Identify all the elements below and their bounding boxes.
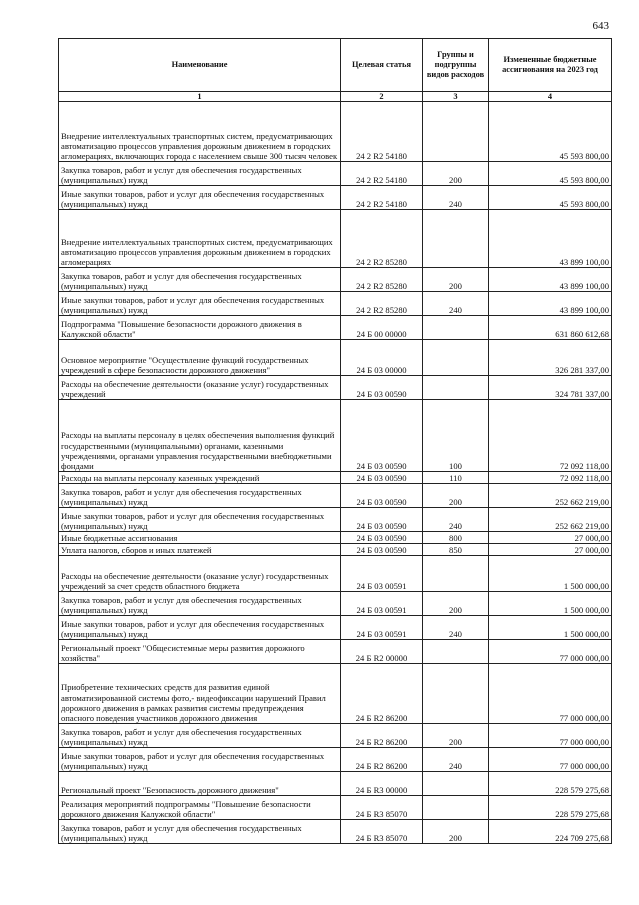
row-code-cell: 24 2 R2 54180 — [341, 162, 423, 186]
row-code-cell: 24 Б R2 86200 — [341, 664, 423, 724]
row-name-cell: Основное мероприятие "Осуществление функций государственных учреждений в сфере безопасности дорожного движения" — [59, 340, 341, 376]
row-group-cell: 200 — [423, 162, 489, 186]
table-row — [59, 162, 612, 186]
row-name-cell: Закупка товаров, работ и услуг для обеспечения государственных (муниципальных) нужд — [59, 268, 341, 292]
column-number: 2 — [341, 92, 423, 102]
row-code-cell: 24 2 R2 85280 — [341, 268, 423, 292]
table-row — [59, 484, 612, 508]
table-row — [59, 616, 612, 640]
row-group-cell: 200 — [423, 724, 489, 748]
row-group-cell: 110 — [423, 472, 489, 484]
row-group-cell: 240 — [423, 616, 489, 640]
header-name: Наименование — [59, 39, 341, 92]
table-row — [59, 724, 612, 748]
table-row — [59, 772, 612, 796]
table-row — [59, 268, 612, 292]
table-row — [59, 640, 612, 664]
row-name-cell: Реализация мероприятий подпрограммы "Повышение безопасности дорожного движения Калужской области" — [59, 796, 341, 820]
row-name-cell: Иные закупки товаров, работ и услуг для обеспечения государственных (муниципальных) нужд — [59, 292, 341, 316]
row-amount-cell: 43 899 100,00 — [489, 268, 612, 292]
row-code-cell: 24 Б 03 00590 — [341, 532, 423, 544]
row-group-cell: 240 — [423, 292, 489, 316]
row-amount-cell: 1 500 000,00 — [489, 592, 612, 616]
table-row — [59, 102, 612, 162]
row-amount-cell: 324 781 337,00 — [489, 376, 612, 400]
row-name-cell: Иные закупки товаров, работ и услуг для обеспечения государственных (муниципальных) нужд — [59, 508, 341, 532]
row-name-cell: Региональный проект "Общесистемные меры развития дорожного хозяйства" — [59, 640, 341, 664]
row-name-cell: Закупка товаров, работ и услуг для обеспечения государственных (муниципальных) нужд — [59, 484, 341, 508]
row-code-cell: 24 Б 03 00590 — [341, 544, 423, 556]
table-row — [59, 186, 612, 210]
row-code-cell: 24 2 R2 85280 — [341, 292, 423, 316]
row-code-cell: 24 Б 03 00590 — [341, 472, 423, 484]
row-name-cell: Закупка товаров, работ и услуг для обеспечения государственных (муниципальных) нужд — [59, 724, 341, 748]
row-group-cell: 200 — [423, 820, 489, 844]
row-amount-cell: 45 593 800,00 — [489, 186, 612, 210]
row-amount-cell: 252 662 219,00 — [489, 508, 612, 532]
table-row — [59, 210, 612, 268]
table-row — [59, 400, 612, 472]
row-code-cell: 24 Б 03 00590 — [341, 484, 423, 508]
row-group-cell — [423, 376, 489, 400]
row-amount-cell: 228 579 275,68 — [489, 796, 612, 820]
row-code-cell: 24 Б 03 00591 — [341, 592, 423, 616]
row-name-cell: Подпрограмма "Повышение безопасности дорожного движения в Калужской области" — [59, 316, 341, 340]
column-number: 4 — [489, 92, 612, 102]
row-name-cell: Приобретение технических средств для развития единой автоматизированной системы фото,- видеофиксации нарушений Правил дорожного движения в рамках развития системы предупреждения опасного поведения участников дорожного движения — [59, 664, 341, 724]
row-amount-cell: 326 281 337,00 — [489, 340, 612, 376]
table-row — [59, 796, 612, 820]
row-group-cell — [423, 640, 489, 664]
row-name-cell: Расходы на выплаты персоналу в целях обеспечения выполнения функций государственными (муниципальными) органами, казенными учреждениями, органами управления государственными внебюджетными фондами — [59, 400, 341, 472]
row-group-cell — [423, 316, 489, 340]
page-number: 643 — [592, 20, 609, 32]
header-code: Целевая статья — [341, 39, 423, 92]
row-group-cell — [423, 772, 489, 796]
row-name-cell: Расходы на обеспечение деятельности (оказание услуг) государственных учреждений — [59, 376, 341, 400]
table-row — [59, 748, 612, 772]
row-code-cell: 24 Б R3 85070 — [341, 820, 423, 844]
row-code-cell: 24 Б R2 86200 — [341, 724, 423, 748]
column-number: 1 — [59, 92, 341, 102]
row-amount-cell: 43 899 100,00 — [489, 292, 612, 316]
row-group-cell: 240 — [423, 508, 489, 532]
row-group-cell: 200 — [423, 268, 489, 292]
header-amount: Измененные бюджетные ассигнования на 2023 год — [489, 39, 612, 92]
table-row — [59, 556, 612, 592]
row-code-cell: 24 Б 03 00591 — [341, 556, 423, 592]
row-code-cell: 24 2 R2 85280 — [341, 210, 423, 268]
table-row — [59, 592, 612, 616]
row-amount-cell: 228 579 275,68 — [489, 772, 612, 796]
row-amount-cell: 77 000 000,00 — [489, 724, 612, 748]
row-group-cell: 240 — [423, 186, 489, 210]
row-group-cell — [423, 556, 489, 592]
table-row — [59, 376, 612, 400]
row-code-cell: 24 Б 03 00590 — [341, 508, 423, 532]
table-row — [59, 544, 612, 556]
row-name-cell: Иные бюджетные ассигнования — [59, 532, 341, 544]
row-group-cell: 800 — [423, 532, 489, 544]
row-amount-cell: 77 000 000,00 — [489, 748, 612, 772]
row-code-cell: 24 Б R2 86200 — [341, 748, 423, 772]
row-amount-cell: 45 593 800,00 — [489, 162, 612, 186]
row-amount-cell: 224 709 275,68 — [489, 820, 612, 844]
row-group-cell — [423, 210, 489, 268]
row-amount-cell: 1 500 000,00 — [489, 616, 612, 640]
table-body — [59, 102, 612, 844]
header-group: Группы и подгруппы видов расходов — [423, 39, 489, 92]
row-name-cell: Закупка товаров, работ и услуг для обеспечения государственных (муниципальных) нужд — [59, 820, 341, 844]
row-code-cell: 24 Б R3 00000 — [341, 772, 423, 796]
table-header-row — [59, 39, 612, 92]
table-row — [59, 292, 612, 316]
row-group-cell: 200 — [423, 592, 489, 616]
row-group-cell: 200 — [423, 484, 489, 508]
row-code-cell: 24 Б 00 00000 — [341, 316, 423, 340]
row-code-cell: 24 Б 03 00000 — [341, 340, 423, 376]
column-number-row — [59, 92, 612, 102]
row-name-cell: Региональный проект "Безопасность дорожного движения" — [59, 772, 341, 796]
row-amount-cell: 1 500 000,00 — [489, 556, 612, 592]
row-name-cell: Иные закупки товаров, работ и услуг для обеспечения государственных (муниципальных) нужд — [59, 186, 341, 210]
row-name-cell: Внедрение интеллектуальных транспортных систем, предусматривающих автоматизацию процессов управления дорожным движением в городских агломерациях — [59, 210, 341, 268]
row-group-cell — [423, 664, 489, 724]
row-name-cell: Закупка товаров, работ и услуг для обеспечения государственных (муниципальных) нужд — [59, 162, 341, 186]
row-group-cell — [423, 796, 489, 820]
row-name-cell: Иные закупки товаров, работ и услуг для обеспечения государственных (муниципальных) нужд — [59, 748, 341, 772]
row-amount-cell: 43 899 100,00 — [489, 210, 612, 268]
table-row — [59, 664, 612, 724]
row-group-cell — [423, 102, 489, 162]
row-group-cell — [423, 340, 489, 376]
row-code-cell: 24 2 R2 54180 — [341, 186, 423, 210]
row-amount-cell: 72 092 118,00 — [489, 472, 612, 484]
row-code-cell: 24 2 R2 54180 — [341, 102, 423, 162]
row-amount-cell: 27 000,00 — [489, 544, 612, 556]
row-group-cell: 100 — [423, 400, 489, 472]
table-row — [59, 820, 612, 844]
column-number: 3 — [423, 92, 489, 102]
table-row — [59, 340, 612, 376]
row-amount-cell: 27 000,00 — [489, 532, 612, 544]
row-group-cell: 850 — [423, 544, 489, 556]
row-name-cell: Уплата налогов, сборов и иных платежей — [59, 544, 341, 556]
row-name-cell: Закупка товаров, работ и услуг для обеспечения государственных (муниципальных) нужд — [59, 592, 341, 616]
budget-table — [58, 38, 612, 844]
row-name-cell: Расходы на обеспечение деятельности (оказание услуг) государственных учреждений за счет средств областного бюджета — [59, 556, 341, 592]
table-row — [59, 472, 612, 484]
table-row — [59, 316, 612, 340]
table-row — [59, 508, 612, 532]
table-row — [59, 532, 612, 544]
row-code-cell: 24 Б R3 85070 — [341, 796, 423, 820]
row-amount-cell: 45 593 800,00 — [489, 102, 612, 162]
row-code-cell: 24 Б 03 00591 — [341, 616, 423, 640]
row-amount-cell: 252 662 219,00 — [489, 484, 612, 508]
row-amount-cell: 72 092 118,00 — [489, 400, 612, 472]
row-code-cell: 24 Б R2 00000 — [341, 640, 423, 664]
row-code-cell: 24 Б 03 00590 — [341, 376, 423, 400]
row-name-cell: Расходы на выплаты персоналу казенных учреждений — [59, 472, 341, 484]
row-name-cell: Иные закупки товаров, работ и услуг для обеспечения государственных (муниципальных) нужд — [59, 616, 341, 640]
row-name-cell: Внедрение интеллектуальных транспортных систем, предусматривающих автоматизацию процессов управления дорожным движением в городских агломерациях, включающих города с населением свыше 300 тысяч человек — [59, 102, 341, 162]
row-amount-cell: 77 000 000,00 — [489, 640, 612, 664]
row-group-cell: 240 — [423, 748, 489, 772]
row-code-cell: 24 Б 03 00590 — [341, 400, 423, 472]
row-amount-cell: 631 860 612,68 — [489, 316, 612, 340]
row-amount-cell: 77 000 000,00 — [489, 664, 612, 724]
